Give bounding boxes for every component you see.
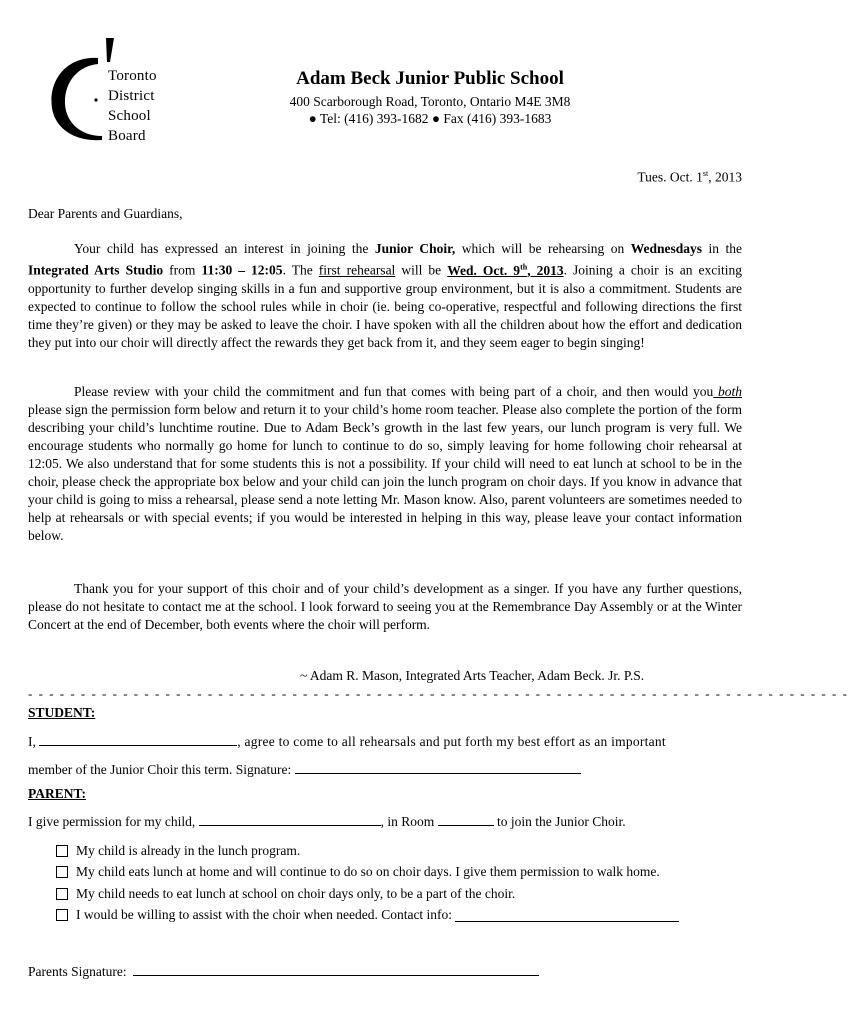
p2-text: Please review with your child the commitment and fun that comes with being part of a choir, and then would you: [74, 384, 714, 399]
greeting: Dear Parents and Guardians,: [28, 206, 183, 221]
parent-signature-label: Parents Signature:: [28, 964, 127, 979]
paragraph-2: [28, 383, 742, 545]
p1-bold: Junior Choir,: [374, 241, 456, 256]
tdsb-logo-mark: [46, 36, 106, 148]
checkbox[interactable]: [56, 866, 68, 878]
student-signature-label: member of the Junior Choir this term. Signature:: [28, 762, 292, 777]
option-label: I would be willing to assist with the choir when needed. Contact info:: [76, 907, 453, 922]
contact-info-field[interactable]: [455, 908, 679, 922]
checkbox[interactable]: [56, 845, 68, 857]
p1-text: which will be rehearsing on: [455, 241, 631, 256]
child-name-field[interactable]: [199, 812, 381, 826]
date-year: , 2013: [708, 169, 742, 185]
option-label: My child eats lunch at home and will continue to do so on choir days. I give them permission to walk home.: [76, 864, 660, 879]
p1-bold: Integrated Arts Studio: [28, 262, 164, 278]
parent-permission-label: I give permission for my child,: [28, 814, 196, 829]
rehearsal-date: Wed. Oct. 9: [447, 262, 521, 278]
parent-heading: PARENT:: [28, 786, 86, 801]
student-agree-line: [28, 732, 666, 750]
student-signature-line: [28, 760, 581, 778]
student-agree-text: , agree to come to all rehearsals and put forth my best effort as an important: [237, 734, 666, 749]
room-label: , in Room: [380, 814, 435, 829]
school-name: Adam Beck Junior Public School: [296, 68, 564, 89]
p2-emphasis: both: [713, 384, 742, 399]
rehearsal-date-year: , 2013: [527, 262, 564, 278]
rehearsal-date-sup: th: [520, 262, 528, 271]
p1-text: . The: [282, 262, 319, 278]
p1-text: . Joining a choir is an exciting opportunity to further develop singing skills in a fun and supportive group environment, but it is also a commitment. Students are expected to continue to follow the school rules while in choir (ie. being co-operative, respectful and following directions the first time they’re given) or they may be asked to leave the choir. I have spoken with all the children about how the effort and dedication they put into our choir will directly affect the rewards they get back from it, and they seem eager to begin singing!: [28, 262, 743, 350]
paragraph-3: Thank you for your support of this choir and of your child’s development as a singer. If you have any further questions, please do not hesitate to contact me at the school. I look forward to seeing you at the Remembrance Day Assembly or at the Winter Concert at the end of December, both events where the choir will perform.: [28, 581, 742, 632]
logo-line: District: [108, 88, 155, 104]
option-volunteer[interactable]: [56, 907, 679, 923]
student-heading: STUDENT:: [28, 705, 96, 720]
p1-underline: first rehearsal: [318, 262, 396, 278]
option-label: My child is already in the lunch program.: [76, 843, 301, 858]
p1-text: from: [163, 262, 202, 278]
option-lunch-program[interactable]: [56, 843, 300, 859]
option-label: My child needs to eat lunch at school on choir days only, to be a part of the choir.: [76, 886, 516, 901]
student-name-field[interactable]: [39, 732, 237, 746]
logo-line: Board: [108, 128, 146, 144]
p1-text: will be: [395, 262, 448, 278]
checkbox[interactable]: [56, 888, 68, 900]
logo-line: School: [108, 108, 151, 124]
logo-line: Toronto: [108, 68, 157, 84]
parent-signature-line: [28, 962, 539, 980]
p1-bold: Wednesdays: [630, 241, 702, 256]
p1-bold: 11:30 – 12:05: [201, 262, 283, 278]
parent-signature-field[interactable]: [133, 962, 539, 976]
p2-text: please sign the permission form below and return it to your child’s home room teacher. Please also complete the portion of the form describing your child’s lunchtime routine. Due to Adam Beck’s growth in the last few years, our lunch program is very full. We encourage students who normally go home for lunch to continue to do so, simply leaving for home following choir rehearsal at 12:05. We also understand that for some students this is not a possibility. If your child will need to eat lunch at school to be in the choir, please check the appropriate box below and your child can join the lunch program on choir days. If you know in advance that your child is going to miss a rehearsal, please send a note letting Mr. Mason know. Also, parent volunteers are sometimes needed to help at rehearsals or with special events; if you would be interested in helping in this way, please leave your contact information below.: [28, 402, 742, 543]
checkbox[interactable]: [56, 909, 68, 921]
teacher-signature: ~ Adam R. Mason, Integrated Arts Teacher, Adam Beck. Jr. P.S.: [300, 668, 645, 683]
cut-line: - - - - - - - - - - - - - - - - - - - - - - - - - - - - - - - - - - - - - - - - - - - - - - - - - - - - - - - - - - - - - - - - - - - - - - - - - - - - - -: [28, 686, 848, 701]
option-lunch-home[interactable]: [56, 864, 660, 880]
letter-date: [637, 169, 742, 186]
date-sup: st: [702, 169, 709, 178]
student-signature-field[interactable]: [295, 760, 581, 774]
tdsb-logo: [46, 36, 186, 148]
parent-permission-line: [28, 812, 626, 830]
date-text: Tues. Oct. 1: [637, 169, 703, 185]
student-agree-prefix: I,: [28, 734, 36, 749]
parent-permission-end: to join the Junior Choir.: [497, 814, 626, 829]
school-contact: ● Tel: (416) 393-1682 ● Fax (416) 393-1683: [308, 111, 552, 126]
room-field[interactable]: [438, 812, 494, 826]
p1-text: in the: [702, 241, 742, 256]
paragraph-1: [28, 240, 742, 352]
option-lunch-school[interactable]: [56, 886, 515, 902]
logo-wordmark: [108, 66, 157, 146]
p1-text: Your child has expressed an interest in joining the: [74, 241, 375, 256]
school-address: 400 Scarborough Road, Toronto, Ontario M4E 3M8: [289, 94, 571, 109]
school-address-block: [230, 93, 630, 127]
